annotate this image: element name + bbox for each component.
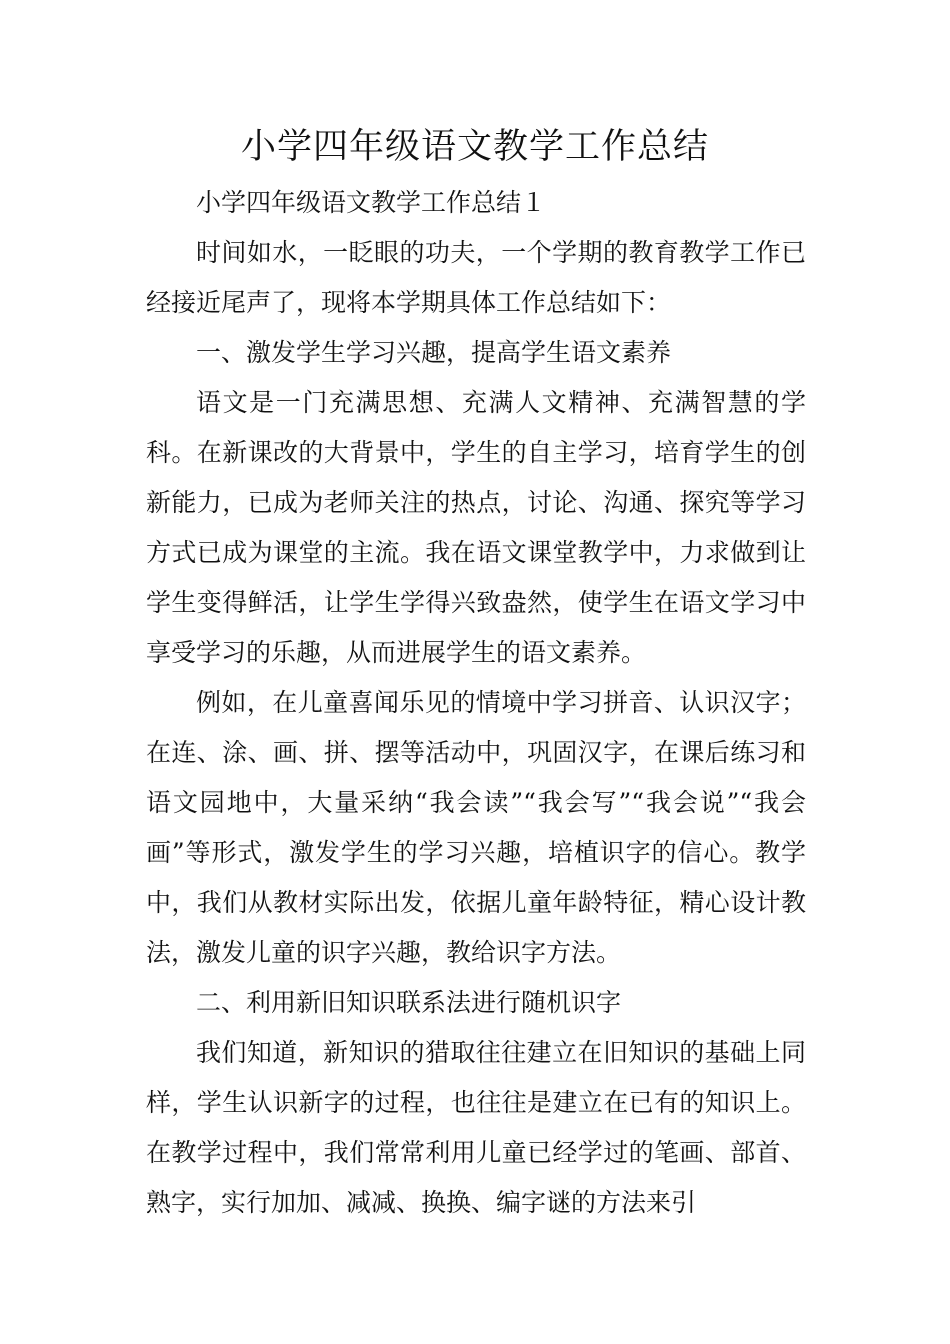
paragraph: 时间如水，一眨眼的功夫，一个学期的教育教学工作已经接近尾声了，现将本学期具体工作总结如下： (146, 238, 806, 317)
section-heading: 二、利用新旧知识联系法进行随机识字 (196, 988, 622, 1017)
paragraph: 我们知道，新知识的猎取往往建立在旧知识的基础上同样，学生认识新字的过程，也往往是建立在已有的知识上。在教学过程中，我们常常利用儿童已经学过的笔画、部首、熟字，实行加加、减减、换换、编字谜的方法来引 (146, 1038, 806, 1217)
document-body (146, 178, 806, 1228)
document-title: 小学四年级语文教学工作总结 (240, 127, 709, 167)
section-heading: 小学四年级语文教学工作总结１ (196, 188, 547, 217)
paragraph: 语文是一门充满思想、充满人文精神、充满智慧的学科。在新课改的大背景中，学生的自主学习，培育学生的创新能力，已成为老师关注的热点，讨论、沟通、探究等学习方式已成为课堂的主流。我在语文课堂教学中，力求做到让学生变得鲜活，让学生学得兴致盎然，使学生在语文学习中享受学习的乐趣，从而进展学生的语文素养。 (146, 388, 806, 667)
section-heading: 一、激发学生学习兴趣，提高学生语文素养 (196, 338, 672, 367)
paragraph: 例如，在儿童喜闻乐见的情境中学习拼音、认识汉字；在连、涂、画、拼、摆等活动中，巩固汉字，在课后练习和语文园地中，大量采纳“我会读”“我会写”“我会说”“我会画”等形式，激发学生的学习兴趣，培植识字的信心。教学中，我们从教材实际出发，依据儿童年龄特征，精心设计教法，激发儿童的识字兴趣，教给识字方法。 (146, 688, 806, 967)
